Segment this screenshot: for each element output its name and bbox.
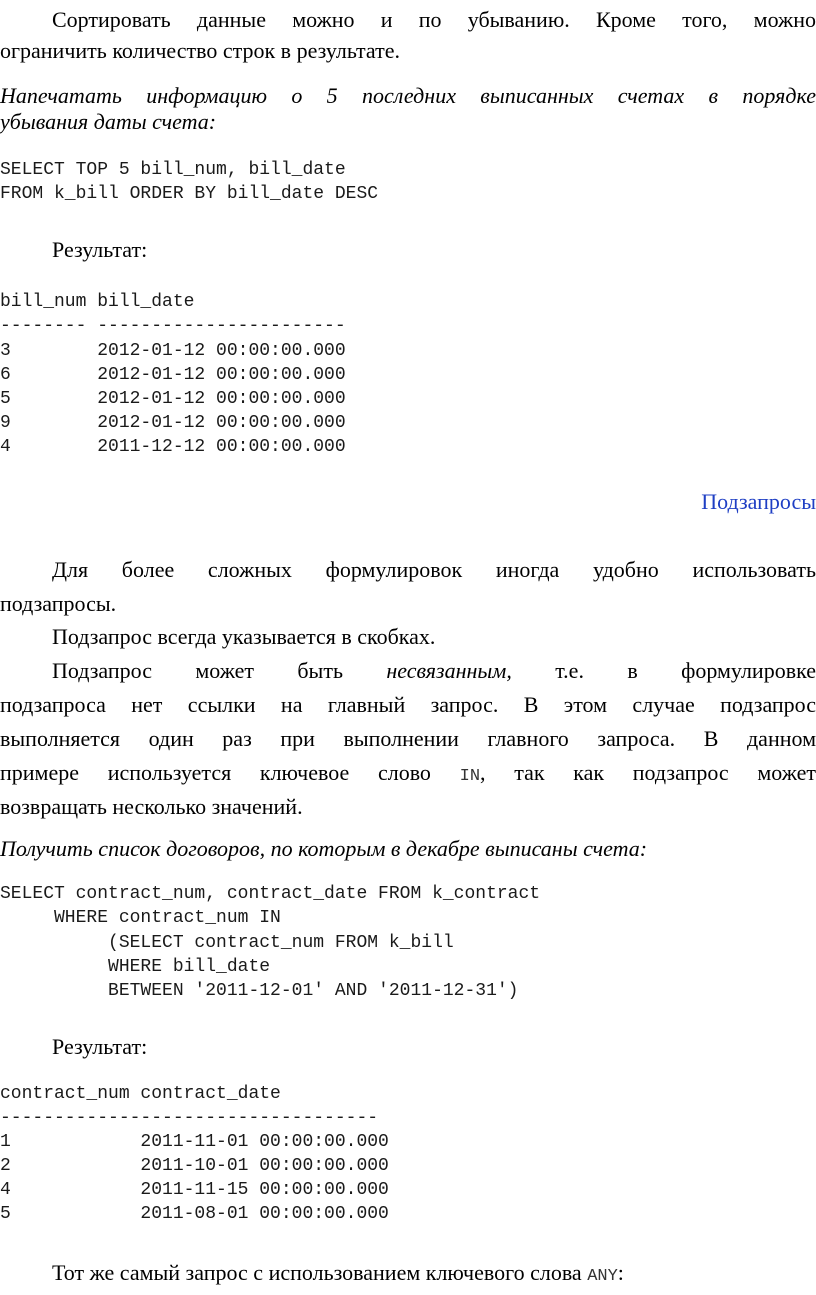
result-2-label: Результат: [52,1034,148,1059]
subqueries-paragraph-3-line-1 [0,654,816,688]
subqueries-paragraph-1-line-2: подзапросы. [0,591,117,616]
p3-keyword-in: IN [459,767,481,786]
subqueries-paragraph-2: Подзапрос всегда указывается в скобках. [52,624,436,649]
result-2-row: 2 2011-10-01 00:00:00.000 [0,1156,389,1176]
p3-text-line4-a: примере используется ключевое слово [0,760,460,785]
result-2-row: 5 2011-08-01 00:00:00.000 [0,1204,389,1224]
subqueries-paragraph-1-line-1: Для более сложных формулировок иногда удобно использовать [52,557,816,582]
task-1-line-2: убывания даты счета: [0,109,217,134]
result-1-header: bill_num bill_date [0,292,195,312]
result-1-row: 6 2012-01-12 00:00:00.000 [0,365,346,385]
task-1-line-1: Напечатать информацию о 5 последних выписанных счетах в порядке [0,83,816,108]
result-2-separator: ----------------------------------- [0,1108,379,1128]
footer-keyword-any: ANY [587,1267,618,1286]
result-1-row: 5 2012-01-12 00:00:00.000 [0,389,346,409]
result-1-row: 4 2011-12-12 00:00:00.000 [0,437,346,457]
subqueries-paragraph-3-line-3: выполняется один раз при выполнении главного запроса. В данном [0,726,816,751]
p3-text-c: т.е. в формулировке [511,658,816,683]
result-1-separator: -------- ----------------------- [0,316,346,336]
result-1-label: Результат: [52,237,148,262]
query-1-code: SELECT TOP 5 bill_num, bill_date FROM k_bill ORDER BY bill_date DESC [0,160,379,205]
task-2-line-1: Получить список договоров, по которым в декабре выписаны счета: [0,836,648,861]
result-2-header: contract_num contract_date [0,1084,281,1104]
subqueries-paragraph-3-line-4 [0,756,816,794]
p3-text-line4-b: , так как подзапрос может [480,760,816,785]
result-1-row: 9 2012-01-12 00:00:00.000 [0,413,346,433]
result-2-row: 4 2011-11-15 00:00:00.000 [0,1180,389,1200]
p3-term-unrelated: несвязанным, [386,658,512,683]
query-2-code: SELECT contract_num, contract_date FROM k_contract WHERE contract_num IN (SELECT contract_num FROM k_bill WHERE bill_date BETWEEN '2011-12-01' AND '2011-12-31') [0,884,541,1002]
intro-paragraph-line-2: ограничить количество строк в результате. [0,38,400,63]
footer-paragraph [52,1256,816,1294]
subqueries-paragraph-3-line-5: возвращать несколько значений. [0,794,303,819]
result-2-row: 1 2011-11-01 00:00:00.000 [0,1132,389,1152]
footer-text: Тот же самый запрос с использованием ключевого слова [52,1260,588,1285]
p3-text-a: Подзапрос может быть [52,658,387,683]
section-heading-subqueries: Подзапросы [701,489,816,514]
result-1-row: 3 2012-01-12 00:00:00.000 [0,341,346,361]
footer-tail: : [617,1260,624,1285]
intro-paragraph-line-1: Сортировать данные можно и по убыванию. Кроме того, можно [52,7,816,32]
subqueries-paragraph-3-line-2: подзапроса нет ссылки на главный запрос. В этом случае подзапрос [0,692,816,717]
